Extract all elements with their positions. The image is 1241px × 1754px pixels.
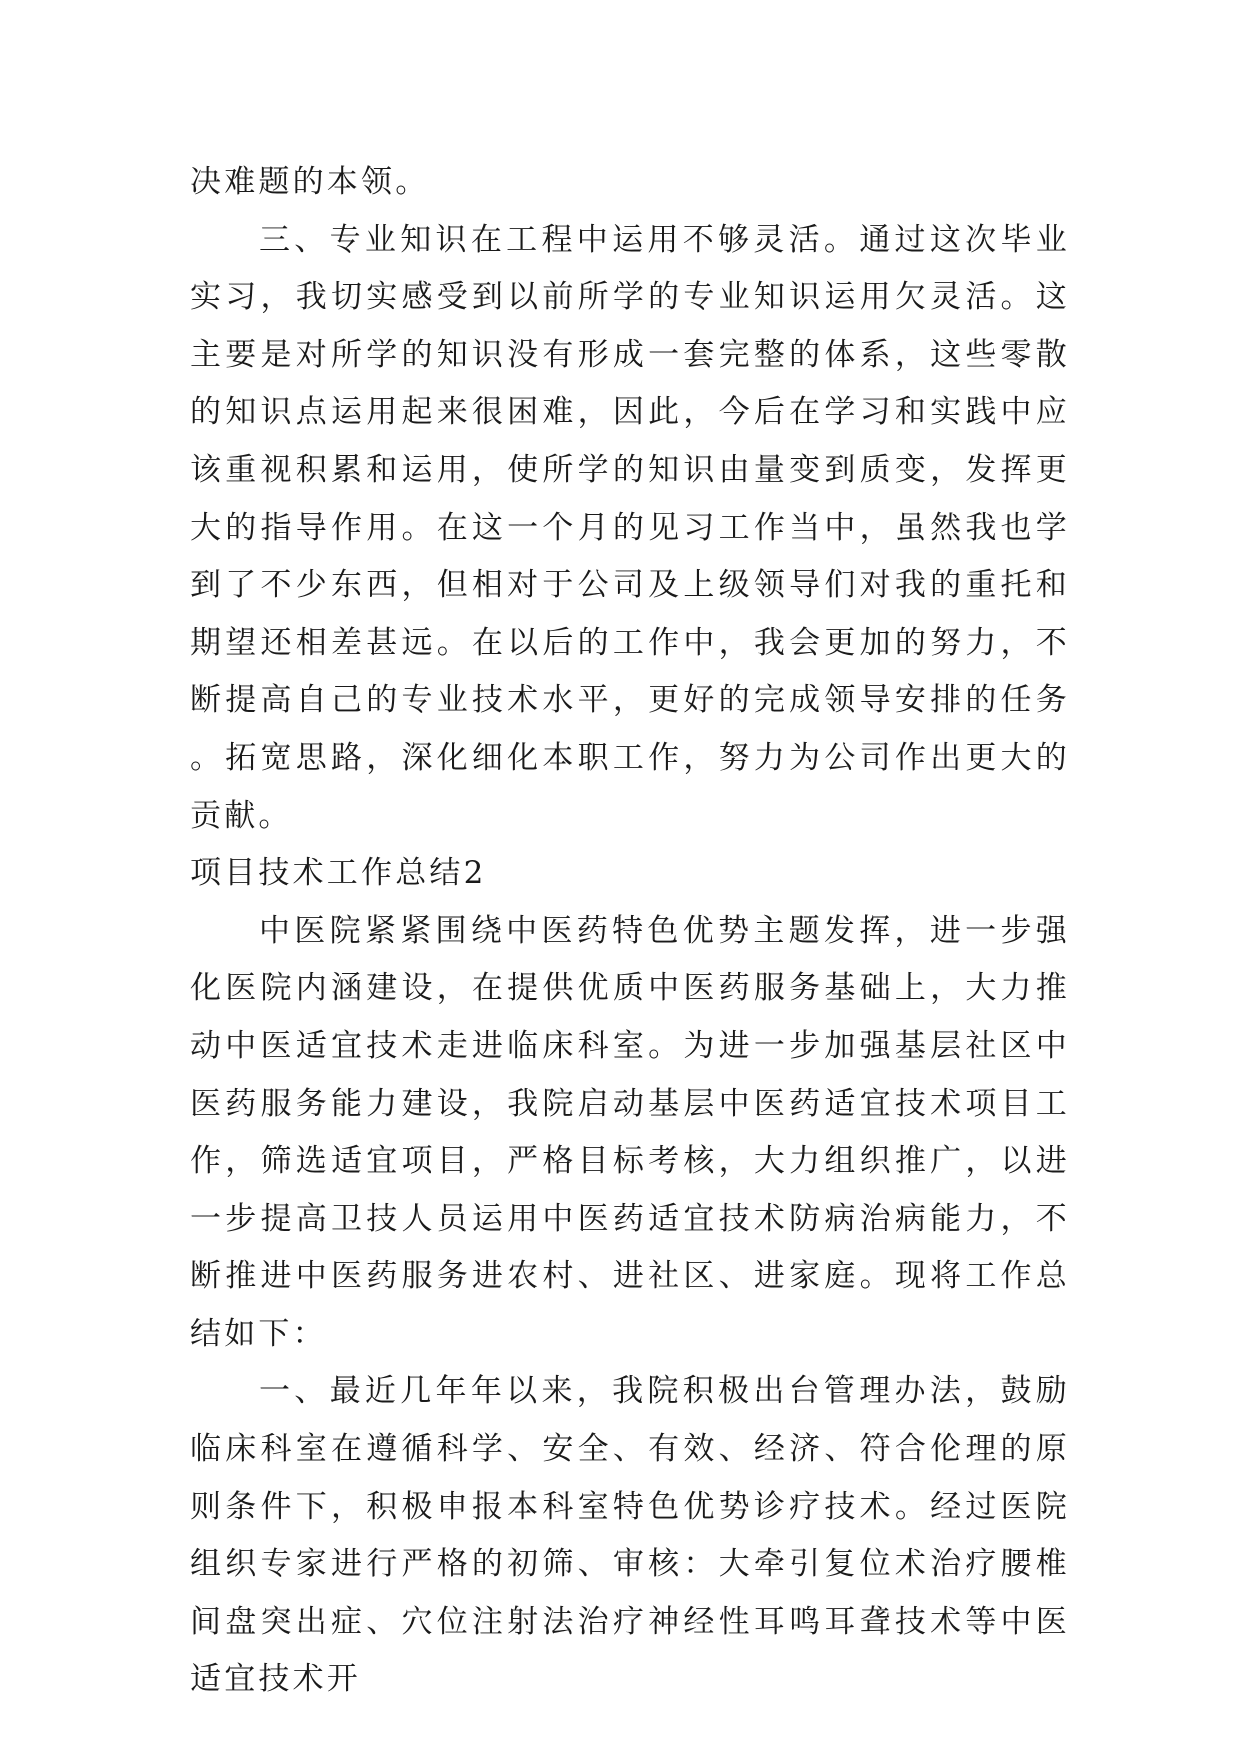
document-body	[190, 154, 1070, 1709]
paragraph-point-one: 一、最近几年年以来，我院积极出台管理办法，鼓励临床科室在遵循科学、安全、有效、经济、符合伦理的原则条件下，积极申报本科室特色优势诊疗技术。经过医院组织专家进行严格的初筛、审核：大牵引复位术治疗腰椎间盘突出症、穴位注射法治疗神经性耳鸣耳聋技术等中医适宜技术开	[190, 1373, 1070, 1698]
section-heading: 项目技术工作总结2	[190, 855, 487, 892]
paragraph-hospital-intro: 中医院紧紧围绕中医药特色优势主题发挥，进一步强化医院内涵建设，在提供优质中医药服务基础上，大力推动中医适宜技术走进临床科室。为进一步加强基层社区中医药服务能力建设，我院启动基层中医药适宜技术项目工作，筛选适宜项目，严格目标考核，大力组织推广，以进一步提高卫技人员运用中医药适宜技术防病治病能力，不断推进中医药服务进农村、进社区、进家庭。现将工作总结如下：	[190, 912, 1070, 1352]
paragraph-professional-knowledge: 三、专业知识在工程中运用不够灵活。通过这次毕业实习，我切实感受到以前所学的专业知识运用欠灵活。这主要是对所学的知识没有形成一套完整的体系，这些零散的知识点运用起来很困难，因此，今后在学习和实践中应该重视积累和运用，使所学的知识由量变到质变，发挥更大的指导作用。在这一个月的见习工作当中，虽然我也学到了不少东西，但相对于公司及上级领导们对我的重托和期望还相差甚远。在以后的工作中，我会更加的努力，不断提高自己的专业技术水平，更好的完成领导安排的任务。拓宽思路，深化细化本职工作，努力为公司作出更大的贡献。	[190, 221, 1070, 834]
paragraph-continuation: 决难题的本领。	[190, 164, 430, 200]
